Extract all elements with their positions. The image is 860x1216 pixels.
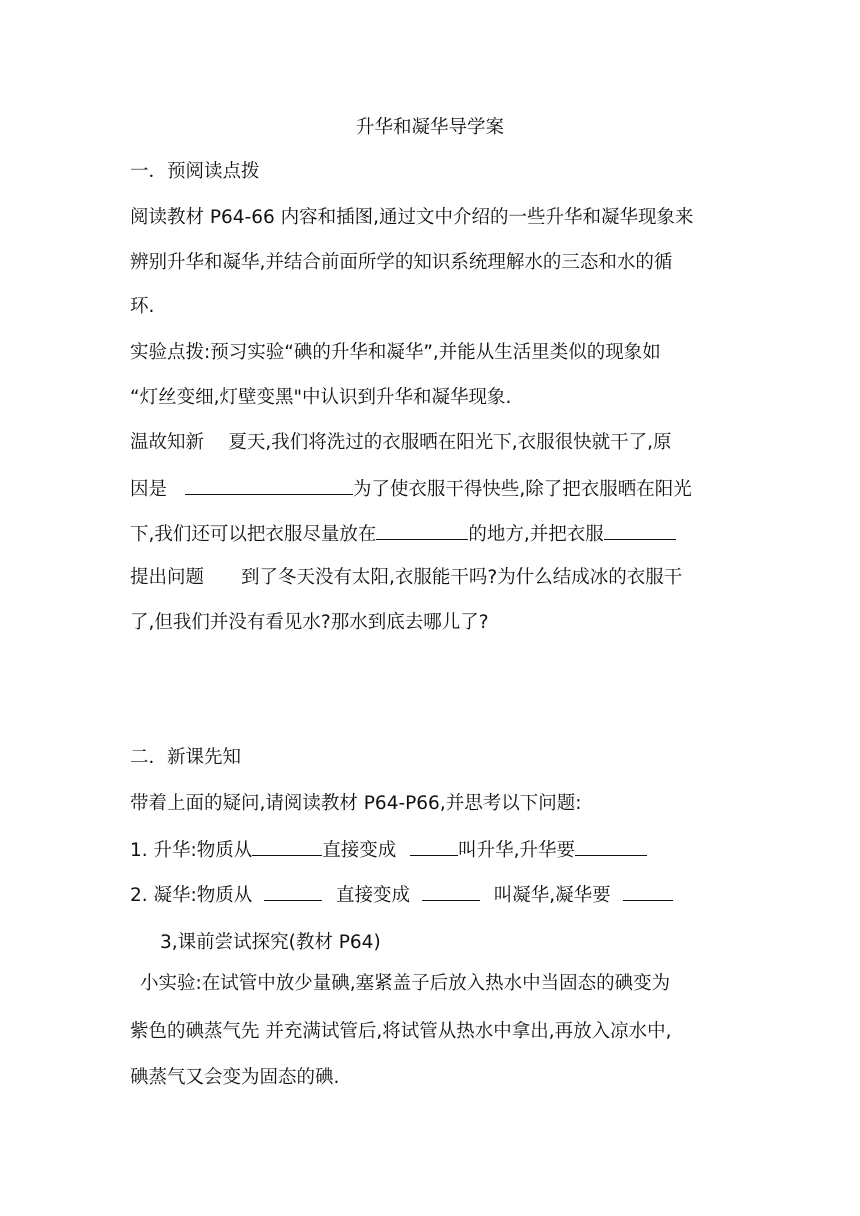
para1-line1: 阅读教材 P64-66 内容和插图,通过文中介绍的一些升华和凝华现象来 [130, 207, 694, 228]
answer-blank[interactable] [252, 837, 322, 856]
question-line1: 提出问题 到了冬天没有太阳,衣服能干吗?为什么结成冰的衣服干 [130, 567, 683, 588]
para2-line1: 实验点拨:预习实验“碘的升华和凝华”,并能从生活里类似的现象如 [130, 342, 661, 363]
answer-blank[interactable] [264, 882, 322, 901]
experiment-line1: 小实验:在试管中放少量碘,塞紧盖子后放入热水中当固态的碘变为 [140, 973, 671, 994]
item-pre-class-inquiry: 3,课前尝试探究(教材 P64) [160, 932, 381, 953]
document-title: 升华和凝华导学案 [355, 117, 504, 138]
review-line2-end: 为了使衣服干得快些,除了把衣服晒在阳光 [352, 479, 692, 500]
answer-blank[interactable] [422, 882, 480, 901]
item-desublimation [130, 882, 673, 908]
answer-blank[interactable] [623, 882, 673, 901]
answer-blank[interactable] [376, 521, 468, 540]
experiment-line2: 紫色的碘蒸气先 并充满试管后,将试管从热水中拿出,再放入凉水中, [130, 1021, 672, 1042]
para1-line2: 辨别升华和凝华,并结合前面所学的知识系统理解水的三态和水的循 [130, 252, 673, 273]
item-sublimation [130, 837, 647, 863]
review-line3-start: 下,我们还可以把衣服尽量放在 [130, 524, 377, 545]
section2-intro: 带着上面的疑问,请阅读教材 P64-P66,并思考以下问题: [130, 793, 582, 814]
item1-start: 1. 升华:物质从 [130, 840, 253, 861]
item1-middle: 直接变成 [322, 840, 403, 861]
review-line2-start: 因是 [130, 479, 173, 500]
review-line3 [130, 521, 676, 547]
para1-line3: 环. [130, 296, 155, 317]
review-line1: 温故知新 夏天,我们将洗过的衣服晒在阳光下,衣服很快就干了,原 [130, 432, 672, 453]
answer-blank[interactable] [185, 476, 353, 495]
item1-end: 叫升华,升华要 [458, 840, 576, 861]
answer-blank[interactable] [575, 837, 647, 856]
experiment-line3: 碘蒸气又会变为固态的碘. [130, 1067, 340, 1088]
review-line3-end: 的地方,并把衣服 [468, 524, 604, 545]
section2-heading: 二．新课先知 [130, 747, 242, 768]
para2-line2: “灯丝变细,灯壁变黑"中认识到升华和凝华现象. [130, 387, 512, 408]
review-line2 [130, 476, 692, 502]
item2-start: 2. 凝华:物质从 [130, 885, 259, 906]
question-line2: 了,但我们并没有看见水?那水到底去哪儿了? [130, 612, 489, 633]
section1-heading: 一．预阅读点拨 [130, 161, 260, 182]
answer-blank[interactable] [410, 837, 458, 856]
answer-blank[interactable] [604, 521, 676, 540]
item2-middle: 直接变成 [330, 885, 416, 906]
item2-end: 叫凝华,凝华要 [487, 885, 617, 906]
